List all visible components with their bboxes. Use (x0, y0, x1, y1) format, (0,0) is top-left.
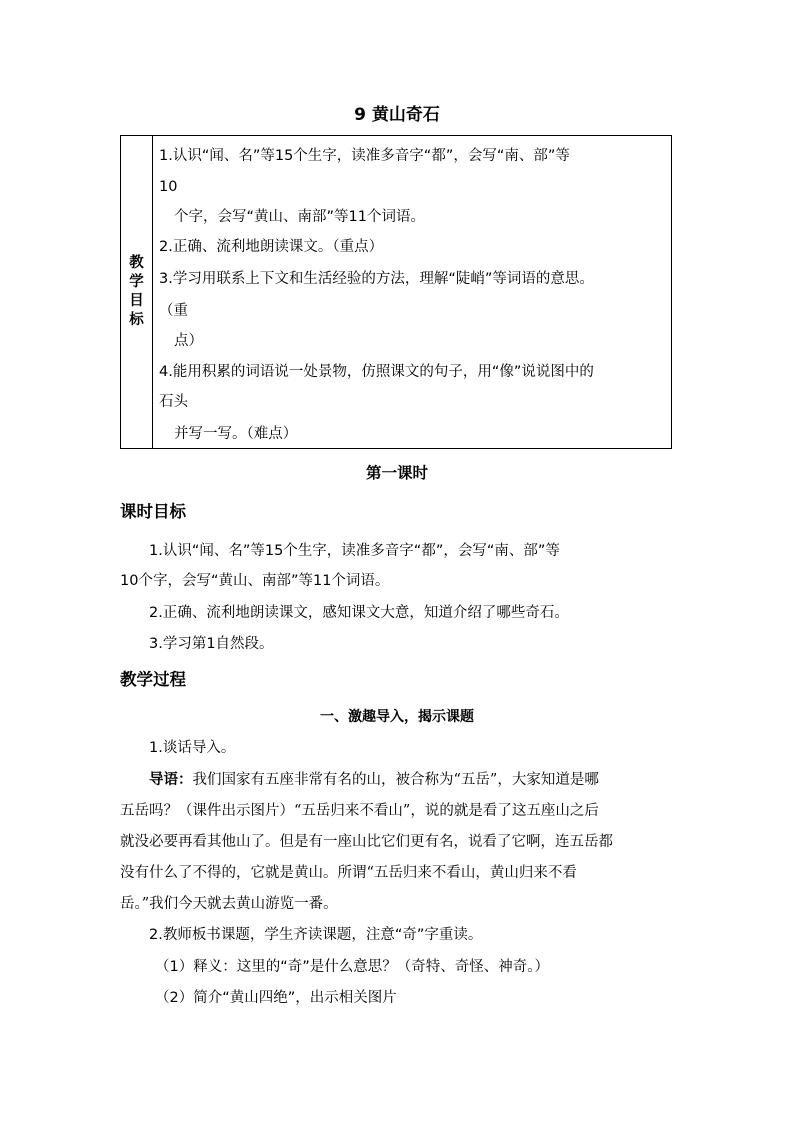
substep-text: （1）释义：这里的“奇”是什么意思？ (155, 959, 397, 975)
intro-line: 五岳吗？（课件出示图片）“五岳归来不看山”，说的就是看了这五座山之后 (120, 803, 599, 819)
intro-line: 没有什么了不得的，它就是黄山。所谓“五岳归来不看山，黄山归来不看 (120, 865, 577, 881)
goal-line: 点） (174, 333, 203, 349)
substep-answer: （奇特、奇怪、神奇。） (396, 959, 549, 975)
lesson-period-heading: 第一课时 (365, 464, 428, 482)
intro-paragraph-first-line (149, 770, 599, 790)
process-subheading: 一、激趣导入，揭示课题 (320, 709, 474, 725)
goal-line: 3.学习用联系上下文和生活经验的方法，理解“陡峭”等词语的意思。 (159, 271, 594, 287)
process-step: 1.谈话导入。 (149, 740, 236, 756)
goals-label-char: 标 (129, 312, 144, 328)
process-substep (155, 957, 549, 977)
teaching-goals-table (120, 135, 672, 449)
process-substep: （2）简介“黄山四绝”，出示相关图片 (155, 990, 397, 1006)
goal-line: 10 (159, 179, 178, 195)
goals-label-char: 学 (129, 274, 144, 290)
process-heading: 教学过程 (120, 670, 186, 689)
objective-line: 1.认识“闻、名”等15个生字，读准多音字“都”，会写“南、部”等 (149, 543, 560, 559)
objective-line: 2.正确、流利地朗读课文，感知课文大意，知道介绍了哪些奇石。 (149, 605, 569, 621)
goals-label-char: 目 (129, 293, 144, 309)
goal-line: 2.正确、流利地朗读课文。（重点） (159, 239, 384, 255)
goal-line: 个字，会写“黄山、南部”等11个词语。 (174, 209, 425, 225)
lesson-title: 9 黄山奇石 (354, 105, 440, 125)
goal-line: （重 (159, 303, 188, 319)
goals-label-char: 教 (129, 255, 144, 271)
intro-line: 就没必要再看其他山了。但是有一座山比它们更有名，说看了它啊，连五岳都 (120, 834, 613, 850)
intro-text: 我们国家有五座非常有名的山，被合称为“五岳”，大家知道是哪 (192, 772, 599, 788)
goal-line: 石头 (159, 394, 188, 410)
objectives-heading: 课时目标 (120, 502, 186, 521)
objective-line: 10个字，会写“黄山、南部”等11个词语。 (120, 573, 390, 589)
goals-label-cell (121, 136, 153, 448)
goal-line: 1.认识“闻、名”等15个生字，读准多音字“都”，会写“南、部”等 (159, 148, 570, 164)
intro-label: 导语： (149, 771, 193, 788)
goal-line: 4.能用积累的词语说一处景物，仿照课文的句子，用“像”说说图中的 (159, 364, 594, 380)
goals-label (121, 254, 152, 330)
intro-line: 岳。”我们今天就去黄山游览一番。 (120, 896, 338, 912)
objective-line: 3.学习第1自然段。 (149, 636, 274, 652)
process-step: 2.教师板书课题，学生齐读课题，注意“奇”字重读。 (149, 927, 483, 943)
goal-line: 并写一写。（难点） (174, 426, 298, 442)
